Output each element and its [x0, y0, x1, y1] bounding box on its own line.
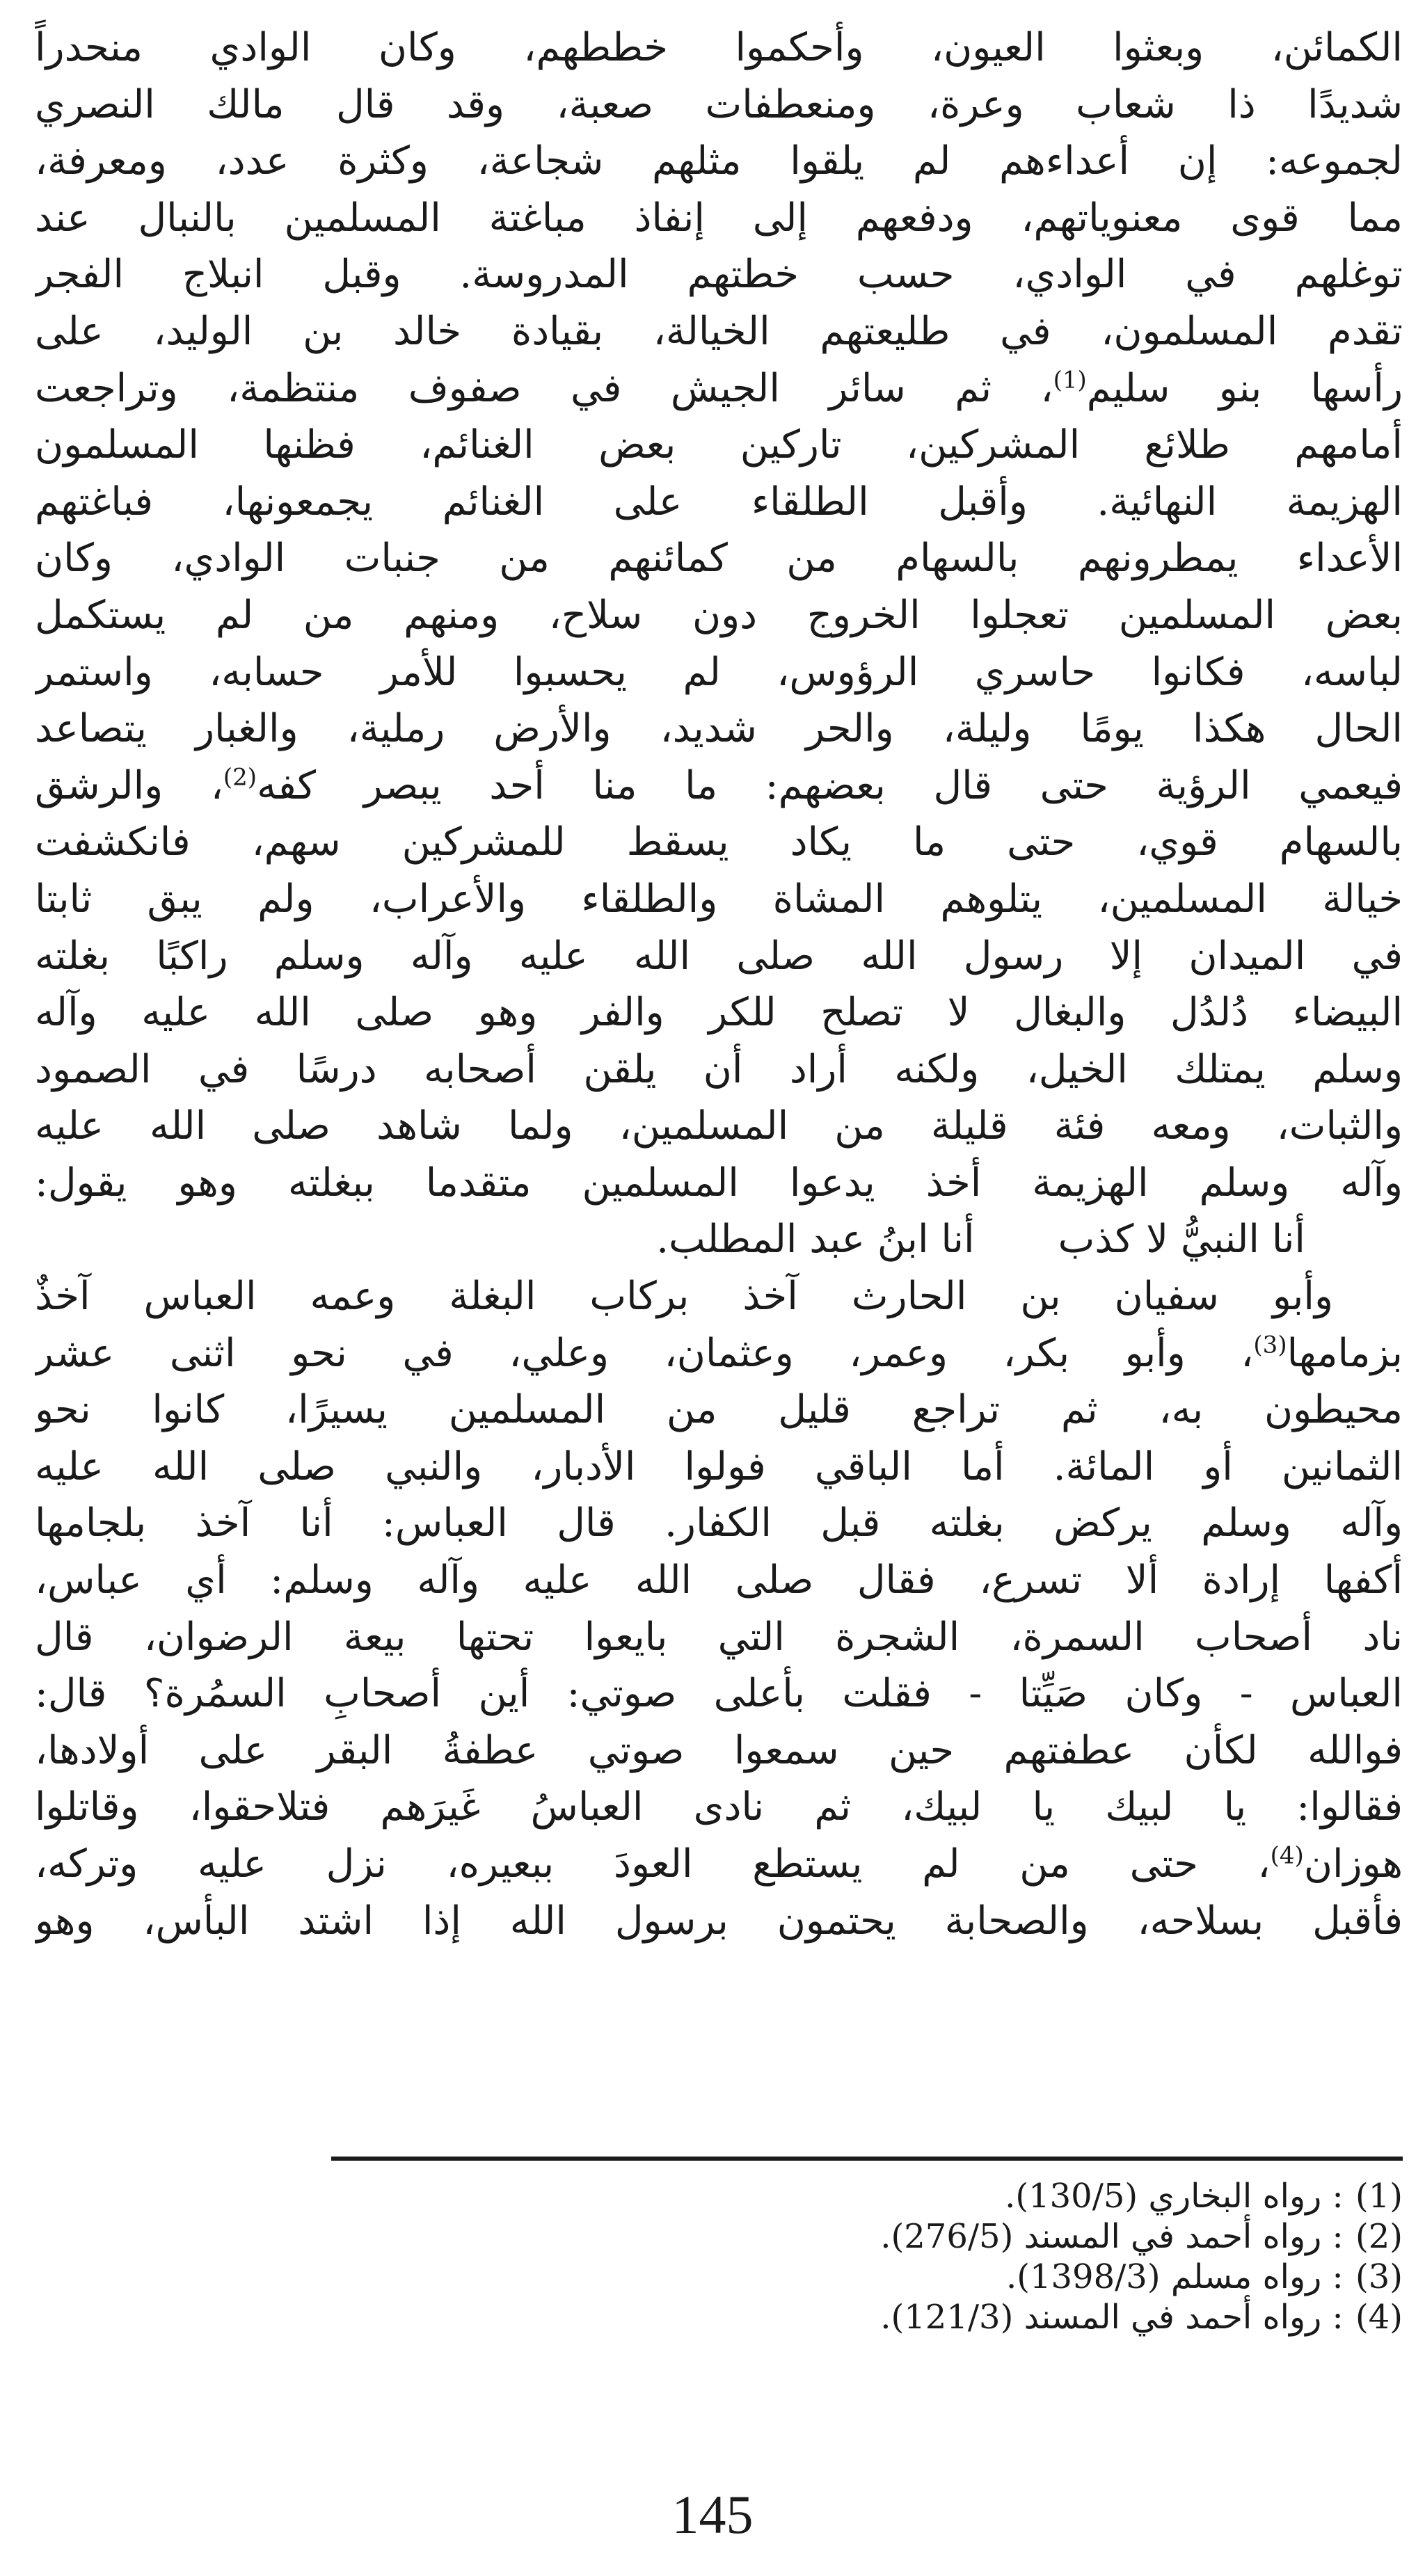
text-line: بعض المسلمين تعجلوا الخروج دون سلاح، ومنهم من لم يستكمل: [35, 592, 1403, 638]
text-line: الحال هكذا يومًا وليلة، والحر شديد، والأرض رملية، والغبار يتصاعد: [35, 706, 1403, 752]
text-line: الهزيمة النهائية. وأقبل الطلقاء على الغنائم يجمعونها، فباغتهم: [35, 479, 1403, 525]
footnote-ref: (4): [1270, 1841, 1304, 1870]
text-line: مما قوى معنوياتهم، ودفعهم إلى إنفاذ مباغتة المسلمين بالنبال عند: [35, 195, 1403, 241]
text-line: شديدًا ذا شعاب وعرة، ومنعطفات صعبة، وقد قال مالك النصري: [35, 81, 1403, 127]
text-line: فقالوا: يا لبيك يا لبيك، ثم نادى العباسُ غَيرَهم فتلاحقوا، وقاتلوا: [35, 1784, 1403, 1830]
footnote-item: [209, 2257, 1403, 2297]
text-line: [35, 1325, 1403, 1382]
text-line: لباسه، فكانوا حاسري الرؤوس، لم يحسبوا للأمر حسابه، واستمر: [35, 649, 1403, 695]
text-line: أمامهم طلائع المشركين، تاركين بعض الغنائم، فظنها المسلمون: [35, 422, 1403, 468]
text-line: خيالة المسلمين، يتلوهم المشاة والطلقاء والأعراب، ولم يبق ثابتا: [35, 876, 1403, 922]
text-segment: هوزان: [1303, 1841, 1403, 1887]
poetry-verse: [35, 1211, 1403, 1268]
text-line: بالسهام قوي، حتى ما يكاد يسقط للمشركين سهم، فانكشفت: [35, 819, 1403, 865]
text-segment: ، وأبو بكر، وعمر، وعثمان، وعلي، في نحو اثنى عشر: [35, 1330, 1254, 1376]
text-segment: ، ثم سائر الجيش في صفوف منتظمة، وتراجعت: [35, 365, 1053, 411]
text-segment: رأسها بنو سليم: [1086, 365, 1403, 411]
text-line: لجموعه: إن أعداءهم لم يلقوا مثلهم شجاعة، وكثرة عدد، ومعرفة،: [35, 138, 1403, 184]
footnote-text: : رواه أحمد في المسند (276/5).: [880, 2217, 1344, 2256]
text-line: الأعداء يمطرونهم بالسهام من كمائنهم من جنبات الوادي، وكان: [35, 536, 1403, 582]
verse-second-hemistich: أنا ابنُ عبد المطلب.: [656, 1217, 975, 1263]
text-line: في الميدان إلا رسول الله صلى الله عليه وآله وسلم راكبًا بغلته: [35, 933, 1403, 979]
footnote-ref: (1): [1053, 365, 1087, 394]
body-text: [35, 19, 1403, 1949]
text-segment: ، حتى من لم يستطع العودَ ببعيره، نزل عليه وتركه،: [35, 1841, 1271, 1887]
footnote-divider: [331, 2157, 1403, 2161]
footnote-item: [209, 2216, 1403, 2257]
text-line: فأقبل بسلاحه، والصحابة يحتمون برسول الله إذا اشتد البأس، وهو: [35, 1898, 1403, 1944]
footnote-number: (2): [1355, 2217, 1403, 2256]
text-line: وآله وسلم يركض بغلته قبل الكفار. قال العباس: أنا آخذ بلجامها: [35, 1501, 1403, 1546]
text-line: الثمانين أو المائة. أما الباقي فولوا الأدبار، والنبي صلى الله عليه: [35, 1443, 1403, 1489]
footnote-number: (4): [1355, 2298, 1403, 2337]
text-line: [35, 360, 1403, 417]
footnote-number: (3): [1355, 2257, 1403, 2296]
text-line: [35, 758, 1403, 815]
text-line: الكمائن، وبعثوا العيون، وأحكموا خططهم، وكان الوادي منحدراً: [35, 25, 1403, 70]
text-line: فوالله لكأن عطفتهم حين سمعوا صوتي عطفةُ البقر على أولادها،: [35, 1727, 1403, 1773]
text-line: محيطون به، ثم تراجع قليل من المسلمين يسيرًا، كانوا نحو: [35, 1387, 1403, 1433]
text-line: وسلم يمتلك الخيل، ولكنه أراد أن يلقن أصحابه درسًا في الصمود: [35, 1046, 1403, 1092]
verse-first-hemistich: أنا النبيُّ لا كذب: [1058, 1217, 1305, 1263]
text-line: تقدم المسلمون، في طليعتهم الخيالة، بقيادة خالد بن الوليد، على: [35, 308, 1403, 354]
text-segment: ، والرشق: [35, 762, 223, 808]
footnote-ref: (3): [1253, 1331, 1287, 1359]
text-line: البيضاء دُلدُل والبغال لا تصلح للكر والفر وهو صلى الله عليه وآله: [35, 990, 1403, 1036]
footnote-text: : رواه أحمد في المسند (121/3).: [880, 2298, 1344, 2337]
text-line: أكفها إرادة ألا تسرع، فقال صلى الله عليه وآله وسلم: أي عباس،: [35, 1558, 1403, 1603]
footnote-item: [209, 2297, 1403, 2337]
text-line: [35, 1836, 1403, 1893]
text-line: ناد أصحاب السمرة، الشجرة التي بايعوا تحتها بيعة الرضوان، قال: [35, 1614, 1403, 1660]
text-line: والثبات، ومعه فئة قليلة من المسلمين، ولما شاهد صلى الله عليه: [35, 1103, 1403, 1149]
footnote-number: (1): [1355, 2177, 1403, 2216]
footnote-item: [209, 2176, 1403, 2216]
footnote-text: : رواه مسلم (1398/3).: [1005, 2257, 1344, 2296]
text-line: وآله وسلم الهزيمة أخذ يدعوا المسلمين متقدما ببغلته وهو يقول:: [35, 1160, 1403, 1206]
footnote-text: : رواه البخاري (130/5).: [1005, 2177, 1344, 2216]
text-segment: بزمامها: [1287, 1330, 1403, 1376]
footnote-ref: (2): [223, 763, 257, 792]
text-segment: فيعمي الرؤية حتى قال بعضهم: ما منا أحد يبصر كفه: [257, 762, 1403, 808]
page-number: 145: [671, 2484, 754, 2545]
text-line: توغلهم في الوادي، حسب خطتهم المدروسة. وقبل انبلاج الفجر: [35, 252, 1403, 298]
text-line: العباس - وكان صَيِّتا - فقلت بأعلى صوتي: أين أصحابِ السمُرة؟ قال:: [35, 1671, 1403, 1717]
footnotes: [209, 2176, 1403, 2337]
text-line: وأبو سفيان بن الحارث آخذ بركاب البغلة وعمه العباس آخذٌ: [35, 1274, 1333, 1320]
